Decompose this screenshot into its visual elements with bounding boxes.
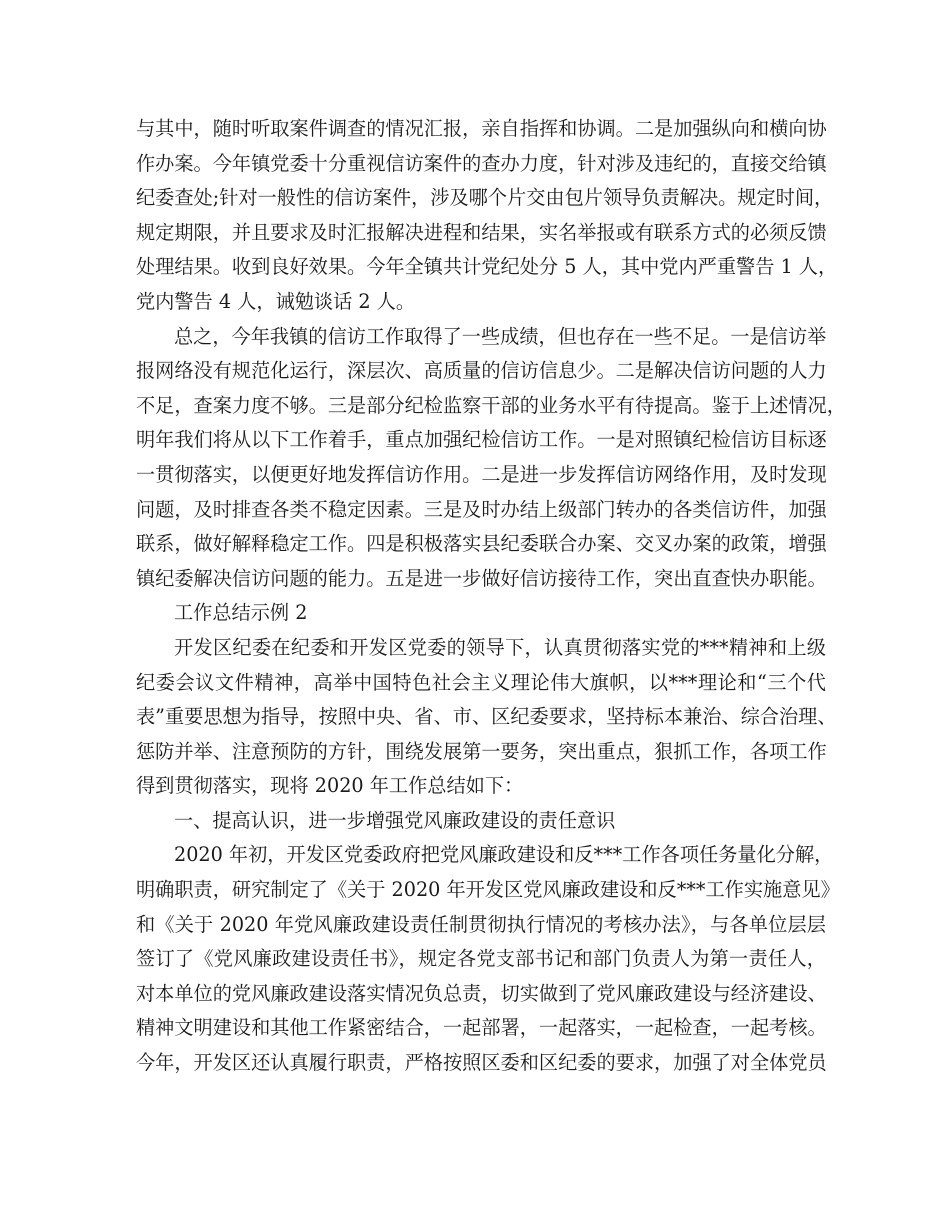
text-line: 表”重要思想为指导，按照中央、省、市、区纪委要求，坚持标本兼治、综合治理、 xyxy=(136,705,837,729)
text-line: 签订了《党风廉政建设责任书》，规定各党支部书记和部门负责人为第一责任人， xyxy=(136,947,826,971)
text-line: 一贯彻落实，以便更好地发挥信访作用。二是进一步发挥信访网络作用，及时发现 xyxy=(136,462,827,486)
text-line: 得到贯彻落实，现将 2020 年工作总结如下： xyxy=(136,774,524,798)
text-line: 惩防并举、注意预防的方针，围绕发展第一要务，突出重点，狠抓工作，各项工作 xyxy=(136,739,827,763)
text-line: 和《关于 2020 年党风廉政建设责任制贯彻执行情况的考核办法》，与各单位层层 xyxy=(136,912,826,936)
text-line: 处理结果。收到良好效果。今年全镇共计党纪处分 5 人，其中党内严重警告 1 人， xyxy=(136,255,838,279)
text-line: 精神文明建设和其他工作紧密结合，一起部署，一起落实，一起检查，一起考核。 xyxy=(136,1016,827,1040)
document-body xyxy=(136,112,846,1081)
text-line: 开发区纪委在纪委和开发区党委的领导下，认真贯彻落实党的***精神和上级 xyxy=(174,635,826,659)
text-line: 明确职责，研究制定了《关于 2020 年开发区党风廉政建设和反***工作实施意见》 xyxy=(136,878,840,902)
text-line: 党内警告 4 人，诫勉谈话 2 人。 xyxy=(136,289,416,313)
text-line: 问题，及时排查各类不稳定因素。三是及时办结上级部门转办的各类信访件，加强 xyxy=(136,497,827,521)
text-line: 报网络没有规范化运行，深层次、高质量的信访信息少。二是解决信访问题的人力 xyxy=(136,359,827,383)
text-line: 工作总结示例 2 xyxy=(174,601,308,625)
text-line: 明年我们将从以下工作着手，重点加强纪检信访工作。一是对照镇纪检信访目标逐 xyxy=(136,428,827,452)
text-line: 联系，做好解释稳定工作。四是积极落实县纪委联合办案、交叉办案的政策，增强 xyxy=(136,532,827,556)
text-line: 今年，开发区还认真履行职责，严格按照区委和区纪委的要求，加强了对全体党员 xyxy=(136,1051,827,1075)
text-line: 总之，今年我镇的信访工作取得了一些成绩，但也存在一些不足。一是信访举 xyxy=(174,324,827,348)
text-line: 镇纪委解决信访问题的能力。五是进一步做好信访接待工作，突出直查快办职能。 xyxy=(136,566,827,590)
text-line: 一、提高认识，进一步增强党风廉政建设的责任意识 xyxy=(174,808,616,832)
text-line: 2020 年初，开发区党委政府把党风廉政建设和反***工作各项任务量化分解， xyxy=(174,843,834,867)
text-line: 对本单位的党风廉政建设落实情况负总责，切实做到了党风廉政建设与经济建设、 xyxy=(136,981,827,1005)
text-line: 不足，查案力度不够。三是部分纪检监察干部的业务水平有待提高。鉴于上述情况， xyxy=(136,393,846,417)
text-line: 纪委查处;针对一般性的信访案件，涉及哪个片交由包片领导负责解决。规定时间， xyxy=(136,186,834,210)
text-line: 规定期限，并且要求及时汇报解决进程和结果，实名举报或有联系方式的必须反馈 xyxy=(136,220,827,244)
text-line: 纪委会议文件精神，高举中国特色社会主义理论伟大旗帜，以***理论和“三个代 xyxy=(136,670,826,694)
text-line: 作办案。今年镇党委十分重视信访案件的查办力度，针对涉及违纪的，直接交给镇 xyxy=(136,151,827,175)
text-line: 与其中，随时听取案件调查的情况汇报，亲自指挥和协调。二是加强纵向和横向协 xyxy=(136,117,827,140)
